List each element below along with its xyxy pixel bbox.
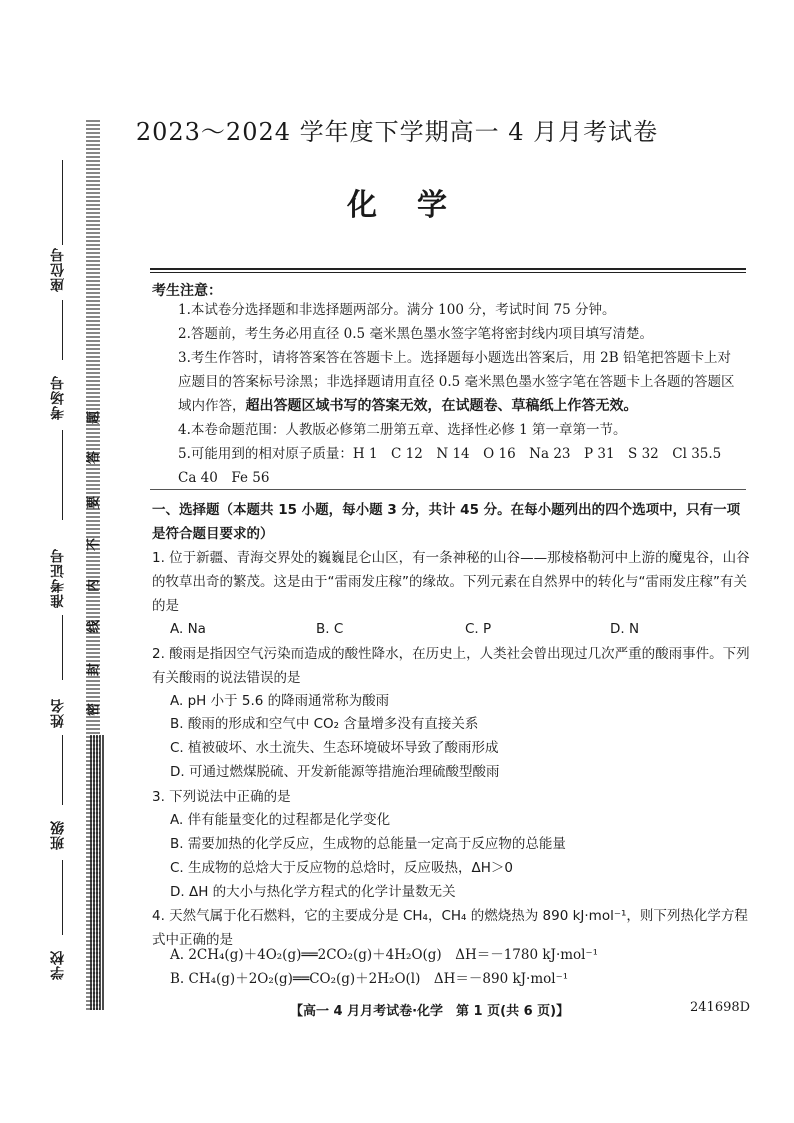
question-option: D. N [610,621,640,637]
question-stem: 4. 天然气属于化石燃料，它的主要成分是 CH₄，CH₄ 的燃烧热为 890 kJ·mol⁻¹，则下列热化学方程式中正确的是 [152,908,748,948]
note-text: 本试卷分选择题和非选择题两部分。满分 100 分，考试时间 75 分钟。 [190,302,616,318]
question-stem: 3. 下列说法中正确的是 [152,789,291,805]
seal-char: 要 [86,496,102,510]
section-heading: 一、选择题（本题共 15 小题，每小题 3 分，共计 45 分。在每小题列出的四个选项中，只有一项是符合题目要求的） [152,502,741,542]
notes-separator [150,489,746,490]
question-option: D. ΔH 的大小与热化学方程式的化学计量数无关 [170,884,456,900]
fill-line [62,615,63,680]
school-label: 学校 [50,950,66,980]
note-number: 4. [178,422,191,438]
question-option: A. 2CH₄(g)＋4O₂(g)══2CO₂(g)＋4H₂O(g) ΔH＝－1780 kJ·mol⁻¹ [170,947,599,963]
note-text: 考生作答时，请将答案答在答题卡上。选择题每小题选出答案后，用 2B 铅笔把答题卡上对应题目的答案标号涂黑；非选择题请用直径 0.5 毫米黑色墨水签字笔在答题卡上各题的答题区域内作答， [178,350,735,414]
fill-line [62,430,63,520]
note-text: 答题前，考生务必用直径 0.5 毫米黑色墨水签字笔将密封线内项目填写清楚。 [190,326,653,342]
exam-title: 2023～2024 学年度下学期高一 4 月月考试卷 [135,118,659,146]
seal-char: 不 [86,538,102,552]
note-number: 2. [178,326,191,342]
fill-line [62,735,63,805]
page-footer: 【高一 4 月月考试卷·化学 第 1 页(共 6 页)】 [290,1004,570,1019]
class-label: 班级 [50,820,66,850]
seat-number-label: 座位号 [50,247,66,292]
question-option: C. 生成物的总焓大于反应物的总焓时，反应吸热，ΔH＞0 [170,860,513,876]
note-number: 3. [178,350,191,366]
question-option: A. 伴有能量变化的过程都是化学变化 [170,812,391,828]
question-stem: 2. 酸雨是指因空气污染而造成的酸性降水，在历史上，人类社会曾出现过几次严重的酸雨事件。下列有关酸雨的说法错误的是 [152,646,750,686]
seal-char: 内 [86,579,102,593]
note-item [178,418,738,442]
note-item [178,322,738,346]
seal-char: 线 [86,620,102,634]
question-option: B. CH₄(g)＋2O₂(g)══CO₂(g)＋2H₂O(l) ΔH＝－890 kJ·mol⁻¹ [170,971,569,987]
header-rule [150,268,746,270]
subject-title: 化学 [347,188,487,223]
question-option: A. Na [170,621,206,637]
question-option: A. pH 小于 5.6 的降雨通常称为酸雨 [170,693,390,709]
exam-room-label: 考场号 [50,375,66,420]
note-text: 本卷命题范围：人教版必修第二册第五章、选择性必修 1 第一章第一节。 [190,422,627,438]
note-item [178,442,738,490]
note-text: 可能用到的相对原子质量：H 1 C 12 N 14 O 16 Na 23 P 31 S 32 Cl 35.5 Ca 40 Fe 56 [178,446,735,486]
seal-char: 密 [86,703,102,717]
note-item [178,298,738,322]
name-label: 姓名 [50,698,66,728]
question-option: B. 酸雨的形成和空气中 CO₂ 含量增多没有直接关系 [170,716,479,732]
question-option: B. C [316,621,344,637]
admission-number-label: 准考证号 [50,548,66,608]
question-option: C. P [465,621,492,637]
note-emphasis: 超出答题区域书写的答案无效，在试题卷、草稿纸上作答无效。 [245,398,638,414]
question-stem: 1. 位于新疆、青海交界处的巍巍昆仑山区，有一条神秘的山谷——那棱格勒河中上游的魔鬼谷，山谷的牧草出奇的繁茂。这是由于“雷雨发庄稼”的缘故。下列元素在自然界中的转化与“雷雨发庄稼”有关的是 [152,550,750,614]
seal-char: 封 [86,663,102,677]
notes-heading: 考生注意： [152,283,222,299]
question-option: C. 植被破坏、水土流失、生态环境破坏导致了酸雨形成 [170,740,499,756]
seal-char: 答 [86,451,102,465]
note-number: 5. [178,446,191,462]
binding-border-pattern-lower [90,735,104,1010]
question-option: D. 可通过燃煤脱硫、开发新能源等措施治理硫酸型酸雨 [170,764,500,780]
header-rule-thin [150,272,746,273]
question-option: B. 需要加热的化学反应，生成物的总能量一定高于反应物的总能量 [170,836,566,852]
note-number: 1. [178,302,191,318]
fill-line [62,300,63,360]
fill-line [62,860,63,935]
note-item [178,346,738,418]
paper-code: 241698D [690,1000,751,1015]
seal-char: 题 [86,411,102,425]
